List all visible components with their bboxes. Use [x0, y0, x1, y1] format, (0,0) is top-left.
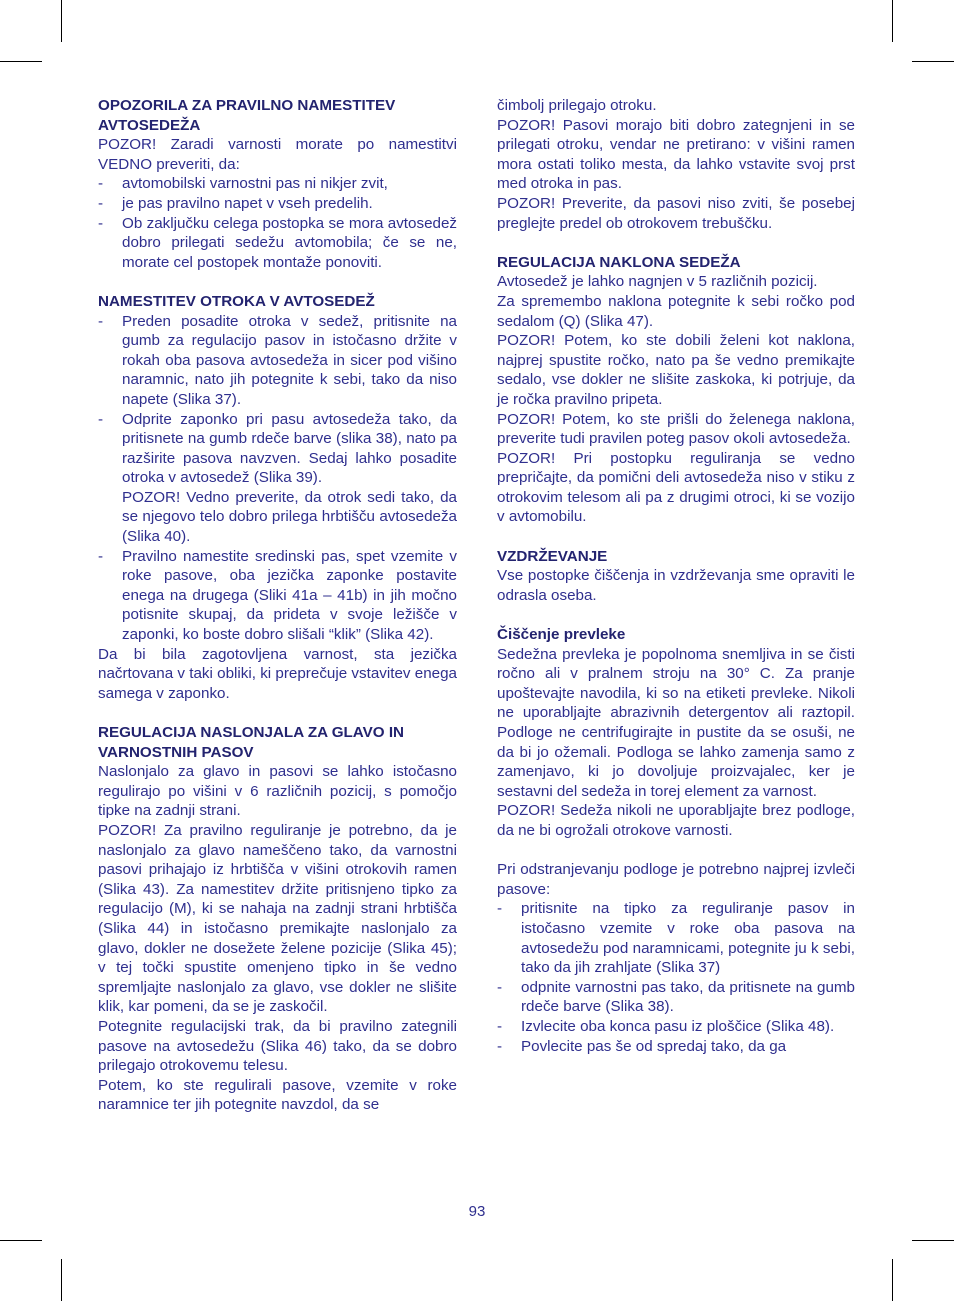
section-heading-child-placement: NAMESTITEV OTROKA V AVTOSEDEŽ — [98, 292, 375, 310]
list-item: - avtomobilski varnostni pas ni nikjer zvit, — [98, 174, 457, 194]
instruction-list — [98, 312, 457, 645]
paragraph: Potegnite regulacijski trak, da bi pravilno zategnili pasove na avtosedežu (Slika 46) tako, da se dobro prilegajo otrokovemu telesu. — [98, 1017, 457, 1075]
list-item: - Ob zaključku celega postopka se mora avtosedež dobro prilegati sedežu avtomobila; če se ne, morate cel postopek montaže ponoviti. — [98, 214, 457, 273]
section-heading-installation-warnings: OPOZORILA ZA PRAVILNO NAMESTITEV AVTOSEDEŽA — [98, 97, 396, 134]
list-item: - Izvlecite oba konca pasu iz ploščice (Slika 48). — [497, 1017, 855, 1037]
paragraph: čimbolj prilegajo otroku. — [497, 97, 657, 114]
list-item: - je pas pravilno napet v vseh predelih. — [98, 194, 457, 214]
paragraph: Pri odstranjevanju podloge je potrebno najprej izvleči pasove: — [497, 861, 855, 898]
paragraph: Naslonjalo za glavo in pasovi se lahko istočasno regulirajo po višini v 6 različnih pozicij, s pomočjo tipke na zadnji strani. — [98, 763, 457, 820]
list-item: - Preden posadite otroka v sedež, pritisnite na gumb za regulacijo pasov in istočasno držite v rokah oba pasova avtosedeža in sicer pod višino naramnic, nato jih potegnite k sebi, tako da niso napete (Slika 37). — [98, 312, 457, 410]
crop-mark-tr-h — [912, 61, 954, 62]
paragraph: POZOR! Za pravilno reguliranje je potrebno, da je naslonjalo za glavo nameščeno tako, da varnostni pasovi prihajajo iz hrbtišča v višini otrokovih ramen (Slika 43). Za namestitev držite pritisnjeno tipko za regulacijo (M), ki se nahaja na zadnji strani hrbtišča (Slika 44) in istočasno premikajte naslonjalo za glavo, dokler ne dosežete želene pozicije (Slika 45); v tej točki spustite omenjeno tipko in še vedno spremljajte naslonjalo za glavo, vse dokler ne slišite klik, kar pomeni, da se je zaskočil. — [98, 821, 457, 1016]
paragraph: POZOR! Pri postopku reguliranja se vedno prepričajte, da pomični deli avtosedeža niso v stiku z otrokovim telesom ali pa z drugimi otroci, ki se vozijo v avtomobilu. — [497, 449, 855, 526]
crop-mark-tl-h — [0, 61, 42, 62]
section-heading-headrest-harness: REGULACIJA NASLONJALA ZA GLAVO IN VARNOSTNIH PASOV — [98, 724, 405, 761]
paragraph: POZOR! Potem, ko ste dobili želeni kot naklona, najprej spustite ročko, nato pa še vedno premikajte sedalo, vse dokler ne slišite zaskoka, ki potrjuje, da je ročka pravilno pripeta. — [497, 332, 855, 408]
paragraph: Sedežna prevleka je popolnoma snemljiva in se čisti ročno ali v pralnem stroju na 30° C. Za pranje upoštevajte navodila, ki so na etiketi prevleke. Nikoli ne uporabljajte abrazivnih detergentov ali raztopil. Podloge ne centrifugirajte in pustite da se osuši, ne da bi jo ožemali. Podloga se lahko zamenja samo z zamenjavo, ki jo dovoljuje proizvajalec, ker je sestavni del sedeža in torej element za varnost. — [497, 645, 855, 800]
paragraph: Avtosedež je lahko nagnjen v 5 različnih pozicij. — [497, 273, 818, 291]
list-item — [98, 410, 457, 547]
right-column — [497, 96, 855, 1056]
paragraph: POZOR! Potem, ko ste prišli do želenega naklona, preverite tudi pravilen poteg pasov okoli avtosedeža. — [497, 410, 855, 448]
paragraph: Potem, ko ste regulirali pasove, vzemite v roke naramnice ter jih potegnite navzdol, da se — [98, 1076, 457, 1114]
crop-mark-tr-v — [892, 0, 893, 42]
left-column — [98, 96, 457, 1115]
paragraph: Da bi bila zagotovljena varnost, sta jezička načrtovana v taki obliki, ki preprečuje vstavitev enega samega v zaponko. — [98, 645, 457, 702]
paragraph: POZOR! Preverite, da pasovi niso zviti, še posebej preglejte predel ob otrokovem trebuščku. — [497, 194, 855, 232]
crop-mark-bl-v — [61, 1259, 62, 1301]
list-item-text: Odprite zaponko pri pasu avtosedeža tako, da pritisnete na gumb rdeče barve (slika 38), nato pa razširite pasova navzven. Sedaj lahko posadite otroka v avtosedež (Slika 39). — [122, 410, 457, 487]
section-heading-maintenance: VZDRŽEVANJE — [497, 547, 608, 565]
paragraph: Vse postopke čiščenja in vzdrževanja sme opraviti le odrasla oseba. — [497, 567, 855, 604]
paragraph: POZOR! Zaradi varnosti morate po namestitvi VEDNO preveriti, da: — [98, 136, 457, 173]
crop-mark-tl-v — [61, 0, 62, 42]
checklist — [98, 174, 457, 272]
warning-note: POZOR! Vedno preverite, da otrok sedi tako, da se njegovo telo dobro prilega hrbtišču avtosedeža (Slika 40). — [122, 488, 457, 546]
list-item: - odpnite varnostni pas tako, da pritisnete na gumb rdeče barve (Slika 38). — [497, 978, 855, 1017]
crop-mark-bl-h — [0, 1240, 42, 1241]
list-item: - Povlecite pas še od spredaj tako, da ga — [497, 1037, 855, 1057]
instruction-list — [497, 899, 855, 1056]
list-item: - pritisnite na tipko za reguliranje pasov in istočasno vzemite v roke oba pasova na avtosedežu pod naramnicami, potegnite ju k sebi, tako da jih zrahljate (Slika 37) — [497, 899, 855, 977]
subsection-heading-cover-cleaning: Čiščenje prevleke — [497, 626, 626, 644]
crop-mark-br-v — [892, 1259, 893, 1301]
list-item: - Pravilno namestite sredinski pas, spet vzemite v roke pasove, oba jezička zaponke postavite enega na drugega (Sliki 41a – 41b) in jih močno potisnite skupaj, da prideta v svoje ležišče v zaponki, ko boste dobro slišali “klik” (Slika 42). — [98, 547, 457, 645]
crop-mark-br-h — [912, 1240, 954, 1241]
section-heading-recline: REGULACIJA NAKLONA SEDEŽA — [497, 253, 741, 271]
page-number: 93 — [468, 1203, 486, 1220]
paragraph: POZOR! Pasovi morajo biti dobro zategnjeni in se prilegati otroku, vendar ne pretirano: v višini ramen mora ostati toliko mesta, da lahko vstavite svoj prst med otroka in pas. — [497, 116, 855, 193]
paragraph: Za spremembo naklona potegnite k sebi ročko pod sedalom (Q) (Slika 47). — [497, 292, 855, 330]
paragraph: POZOR! Sedeža nikoli ne uporabljajte brez podloge, da ne bi ogrožali otrokove varnosti. — [497, 802, 855, 839]
